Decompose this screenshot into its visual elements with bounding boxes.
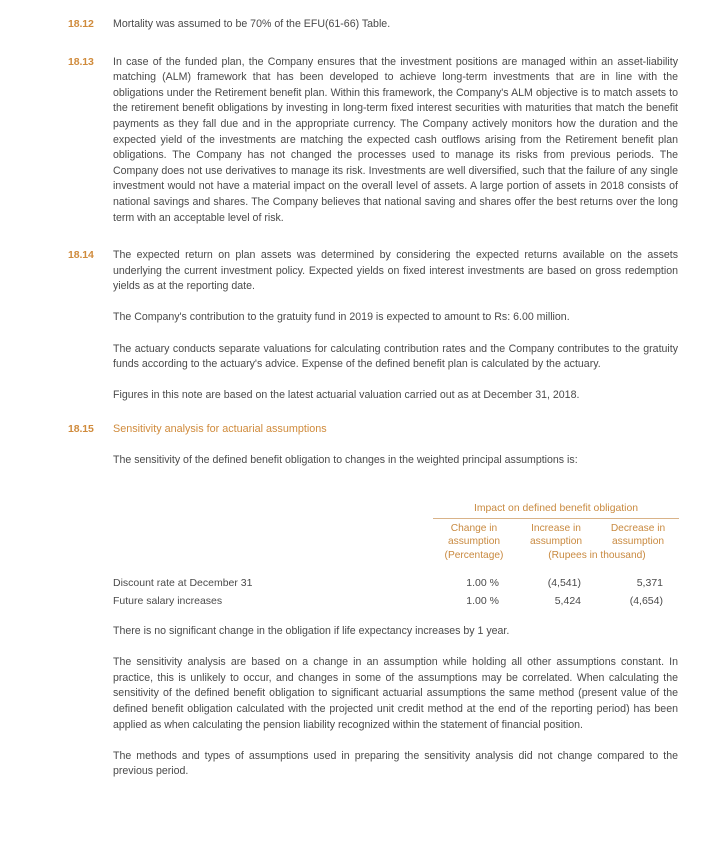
column-header-decrease-in-assumption [597, 518, 679, 548]
header-line: Increase in [531, 522, 581, 534]
table-row [113, 574, 679, 592]
units-header-rupees: (Rupees in thousand) [548, 549, 646, 561]
block-spacer [0, 610, 719, 624]
block-spacer [0, 226, 719, 248]
closing-paragraphs-block [0, 624, 719, 780]
note-block-18-14 [0, 248, 719, 404]
column-header-change-in-assumption [433, 518, 515, 548]
table-units-header-row [113, 549, 679, 562]
note-content [113, 55, 678, 227]
note-content [113, 248, 678, 404]
paragraph: The methods and types of assumptions used in preparing the sensitivity analysis did not change compared to the previous period. [113, 749, 678, 778]
note-number: 18.13 [68, 55, 94, 68]
row-label: Discount rate at December 31 [113, 577, 253, 590]
table-column-header-row [113, 518, 679, 548]
top-margin-spacer [0, 0, 719, 17]
row-label: Future salary increases [113, 595, 223, 608]
empty-label-header-cell [113, 518, 433, 548]
note-content [113, 624, 678, 780]
row-decrease-value: (4,654) [629, 595, 663, 608]
impact-span-header: Impact on defined benefit obligation [433, 502, 679, 519]
table-header-spacer-row [113, 562, 679, 574]
paragraph: The sensitivity analysis are based on a change in an assumption while holding all other assumptions constant. In practice, this is unlikely to occur, and changes in some of the assumptions may be correlated. When calculating the sensitivity of the defined benefit obligation to significant actuarial assumptions the same method (present value of the defined benefit obligation calculated with the projected unit credit method at the end of the reporting period) has been applied as when calculating the pension liability recognized within the statement of financial position. [113, 656, 678, 731]
note-block-18-15 [0, 422, 719, 438]
row-change-value: 1.00 % [466, 595, 499, 608]
note-intro-18-15 [0, 453, 719, 469]
sensitivity-table [113, 502, 679, 610]
block-spacer [0, 404, 719, 422]
note-content [113, 453, 678, 469]
table-header [113, 502, 679, 574]
row-decrease-value: 5,371 [636, 577, 663, 590]
row-change-value: 1.00 % [466, 577, 499, 590]
column-header-increase-in-assumption [515, 518, 597, 548]
note-number: 18.12 [68, 18, 94, 30]
header-line: assumption [529, 536, 583, 548]
table-body [113, 574, 679, 610]
paragraph: The sensitivity of the defined benefit obligation to changes in the weighted principal assumptions is: [113, 454, 578, 467]
note-number: 18.14 [68, 249, 94, 262]
block-spacer [0, 33, 719, 55]
paragraph: In case of the funded plan, the Company ensures that the investment positions are managed within an asset-liability matching (ALM) framework that has been developed to achieve long-term investments that are in line with the obligations under the Retirement benefit plan. Within this framework, the Company's ALM objective is to match assets to the retirement benefit obligations by investing in long-term fixed interest securities with maturities that match the benefit payments as they fall due and in the appropriate currency. The Company actively monitors how the duration and the expected yield of the investments are matching the expected cash outflows arising from the Retirement benefit plan obligations. The Company has not changed the processes used to manage its risks from previous periods. The Company does not use derivatives to manage its risk. Investments are well diversified, such that the failure of any single investment would not have a material impact on the overall level of assets. A large portion of assets in 2018 consists of national savings and shares. The Company believes that national saving and shares offer the best returns over the long term with an acceptable level of risk. [113, 55, 678, 224]
header-line: Change in [450, 522, 498, 534]
paragraph: There is no significant change in the obligation if life expectancy increases by 1 year. [113, 625, 510, 638]
row-increase-value: (4,541) [547, 577, 581, 590]
empty-corner-cell [113, 502, 433, 519]
paragraph: Mortality was assumed to be 70% of the EFU(61-66) Table. [113, 18, 391, 30]
paragraph: Figures in this note are based on the latest actuarial valuation carried out as at December 31, 2018. [113, 389, 580, 402]
header-line: Decrease in [610, 522, 666, 534]
paragraph: The expected return on plan assets was determined by considering the expected returns available on the assets underlying the current investment policy. Expected yields on fixed interest investments are based on gross redemption yields as at the reporting date. [113, 249, 678, 293]
paragraph: The Company's contribution to the gratuity fund in 2019 is expected to amount to Rs: 6.00 million. [113, 311, 570, 324]
table-span-header-row [113, 502, 679, 519]
block-spacer [0, 437, 719, 453]
note-content [113, 17, 678, 33]
note-content [113, 422, 678, 438]
units-header-percentage: (Percentage) [444, 549, 504, 561]
section-heading: Sensitivity analysis for actuarial assumptions [113, 422, 327, 435]
table-row [113, 592, 679, 610]
header-line: assumption [447, 536, 501, 548]
paragraph: The actuary conducts separate valuations for calculating contribution rates and the Company contributes to the gratuity funds according to the actuary's advice. Expense of the defined benefit plan is calculated by the actuary. [113, 342, 678, 371]
row-increase-value: 5,424 [554, 595, 581, 608]
empty-units-label-cell [113, 549, 433, 562]
header-line: assumption [611, 536, 665, 548]
note-block-18-12 [0, 17, 719, 33]
sensitivity-table-container [0, 502, 719, 610]
note-block-18-13 [0, 55, 719, 227]
note-number: 18.15 [68, 422, 94, 435]
